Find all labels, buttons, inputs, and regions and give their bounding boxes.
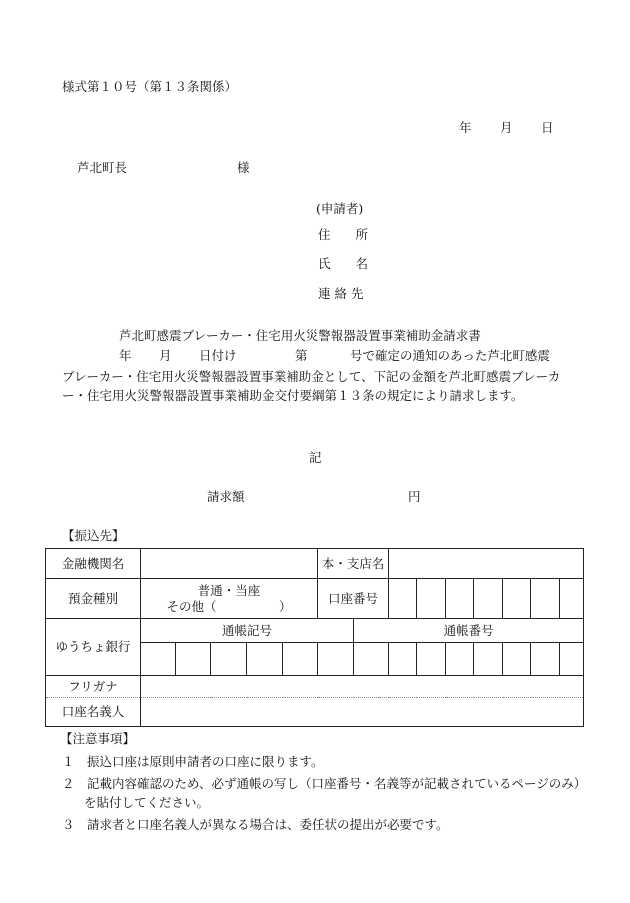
body-month: 月 [159,348,172,363]
passbook-number-cell[interactable] [560,643,584,676]
institution-input[interactable] [141,549,318,579]
account-digit-cell[interactable] [560,579,584,619]
account-digit-cell[interactable] [474,579,503,619]
bank-account-table [45,548,584,727]
addressee-name: 芦北町長 [77,160,128,175]
claim-amount-label: 請求額 [207,489,245,504]
passbook-symbol-label: 通帳記号 [141,619,354,643]
institution-label: 金融機関名 [46,549,141,579]
note-item-3: ３ 請求者と口座名義人が異なる場合は、委任状の提出が必要です。 [62,817,449,832]
deposit-options-text: 普通・当座 [197,582,261,598]
passbook-symbol-cell[interactable] [247,643,283,676]
note-item-1: １ 振込口座は原則申請者の口座に限ります。 [62,754,324,769]
date-month-label: 月 [500,120,513,135]
note-item-2: ２ 記載内容確認のため、必ず通帳の写し（口座番号・名義等が記載されているページのみ）を貼付してください。 [62,776,587,810]
account-digit-cell[interactable] [531,579,560,619]
furigana-label: フリガナ [46,676,141,698]
yucho-label: ゆうちょ銀行 [46,619,141,676]
body-line1-rest: 号で確定の通知のあった芦北町感震 [350,348,550,363]
passbook-symbol-cell[interactable] [318,643,354,676]
form-number: 様式第１０号（第１３条関係） [62,79,238,94]
claim-amount-unit: 円 [408,489,421,504]
passbook-number-label: 通帳番号 [354,619,584,643]
passbook-number-cell[interactable] [446,643,474,676]
account-digit-cell[interactable] [417,579,446,619]
account-digit-cell[interactable] [446,579,474,619]
deposit-other-text: その他（ ） [166,598,292,614]
applicant-address-label: 住 所 [318,227,369,242]
date-day-label: 日 [541,120,554,135]
body-dated: 日付け [199,348,237,363]
applicant-heading: (申請者) [316,201,364,216]
body-year: 年 [119,348,132,363]
addressee-honorific: 様 [237,160,250,175]
account-holder-label: 口座名義人 [46,698,141,727]
body-paragraph: ブレーカー・住宅用火災警報器設置事業補助金として、下記の金額を芦北町感震ブレーカー・住宅用火災警報器設置事業補助金交付要綱第１３条の規定により請求します。 [62,369,561,403]
passbook-number-cell[interactable] [531,643,560,676]
date-year-label: 年 [459,120,472,135]
deposit-type-label: 預金種別 [46,579,141,619]
passbook-symbol-cell[interactable] [141,643,176,676]
passbook-number-cell[interactable] [503,643,531,676]
branch-input[interactable] [389,549,584,579]
passbook-symbol-cell[interactable] [283,643,318,676]
account-digit-cell[interactable] [503,579,531,619]
ki-heading: 記 [309,450,322,465]
deposit-type-options[interactable] [141,579,318,619]
account-holder-input[interactable] [141,698,584,727]
passbook-number-cell[interactable] [389,643,417,676]
notes-section [60,731,587,834]
passbook-number-cell[interactable] [474,643,503,676]
passbook-number-cell[interactable] [417,643,446,676]
account-digit-cell[interactable] [389,579,417,619]
applicant-name-label: 氏 名 [318,256,369,271]
body-number-prefix: 第 [295,348,308,363]
applicant-contact-label: 連 絡 先 [318,286,364,301]
passbook-number-cell[interactable] [354,643,389,676]
branch-label: 本・支店名 [318,549,389,579]
passbook-symbol-cell[interactable] [211,643,247,676]
account-number-label: 口座番号 [318,579,389,619]
notes-heading: 【注意事項】 [60,731,136,746]
furigana-input[interactable] [141,676,584,698]
bank-section-heading: 【振込先】 [62,528,125,543]
document-title: 芦北町感震ブレーカー・住宅用火災警報器設置事業補助金請求書 [119,328,481,343]
passbook-symbol-cell[interactable] [176,643,211,676]
